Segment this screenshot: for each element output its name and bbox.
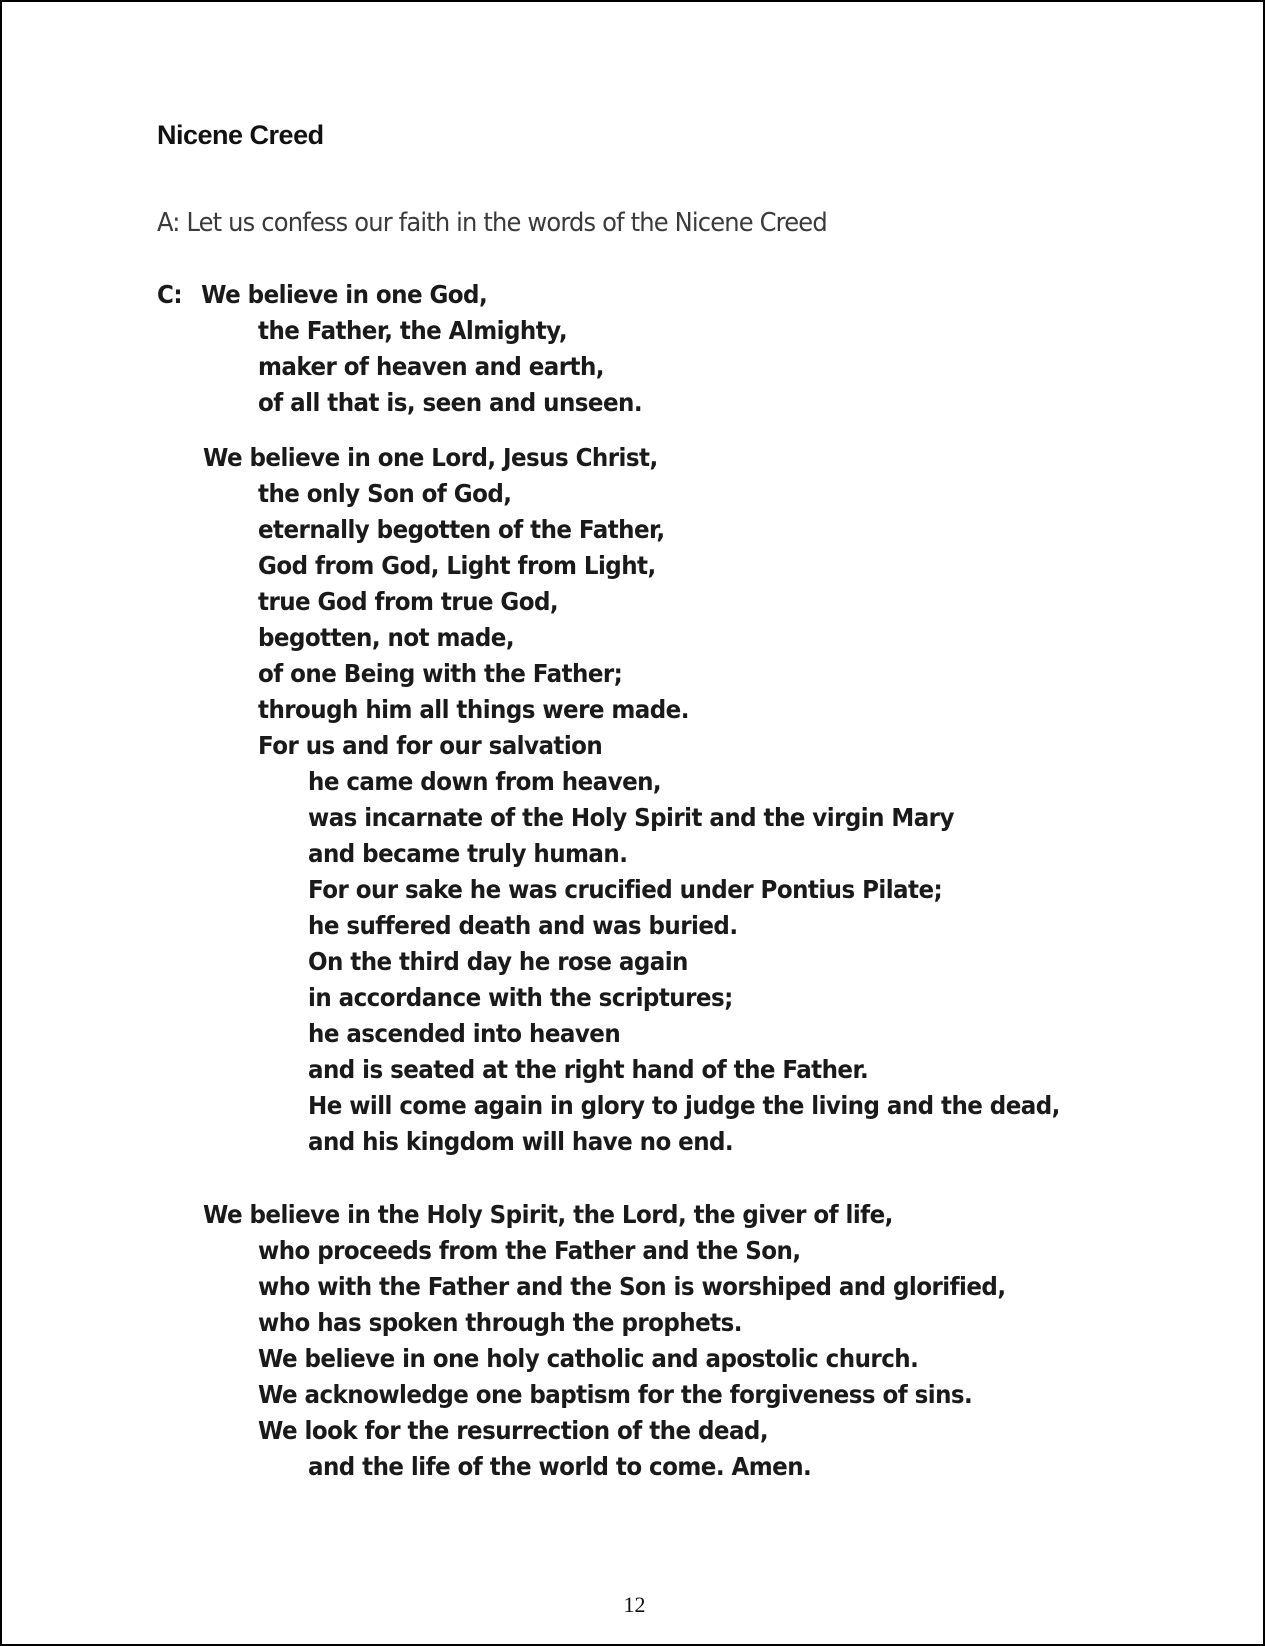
creed-line: We believe in one holy catholic and apostolic church.	[258, 1344, 919, 1373]
creed-line: was incarnate of the Holy Spirit and the virgin Mary	[308, 803, 954, 832]
creed-line: the Father, the Almighty,	[258, 316, 568, 345]
creed-line: who has spoken through the prophets.	[258, 1308, 742, 1337]
creed-line: For our sake he was crucified under Pontius Pilate;	[308, 875, 943, 904]
speaker-label: C:	[157, 280, 182, 309]
creed-line: through him all things were made.	[258, 695, 689, 724]
creed-line: the only Son of God,	[258, 479, 512, 508]
creed-line: he came down from heaven,	[308, 767, 662, 796]
creed-line: in accordance with the scriptures;	[308, 983, 733, 1012]
creed-line: For us and for our salvation	[258, 731, 603, 760]
creed-line: We believe in one Lord, Jesus Christ,	[203, 443, 658, 472]
assisting-minister-line: A: Let us confess our faith in the words of the Nicene Creed	[157, 208, 827, 238]
creed-line-text: We believe in one God,	[201, 280, 488, 309]
creed-line: We look for the resurrection of the dead,	[258, 1416, 769, 1445]
creed-line: On the third day he rose again	[308, 947, 688, 976]
creed-line: who with the Father and the Son is worshiped and glorified,	[258, 1272, 1006, 1301]
creed-line: God from God, Light from Light,	[258, 551, 656, 580]
creed-line: he suffered death and was buried.	[308, 911, 738, 940]
creed-line: of one Being with the Father;	[258, 659, 623, 688]
creed-line: eternally begotten of the Father,	[258, 515, 665, 544]
creed-line: and became truly human.	[308, 839, 628, 868]
creed-line: true God from true God,	[258, 587, 559, 616]
creed-line: and his kingdom will have no end.	[308, 1127, 734, 1156]
creed-line: We believe in the Holy Spirit, the Lord, the giver of life,	[203, 1200, 893, 1229]
creed-line: maker of heaven and earth,	[258, 352, 604, 381]
creed-line: We acknowledge one baptism for the forgiveness of sins.	[258, 1380, 973, 1409]
creed-line	[157, 277, 487, 313]
creed-line: and is seated at the right hand of the Father.	[308, 1055, 869, 1084]
page-title: Nicene Creed	[157, 120, 324, 150]
creed-line: he ascended into heaven	[308, 1019, 621, 1048]
creed-line: begotten, not made,	[258, 623, 515, 652]
creed-line: He will come again in glory to judge the living and the dead,	[308, 1091, 1060, 1120]
page-number: 12	[623, 1592, 646, 1617]
creed-line: who proceeds from the Father and the Son,	[258, 1236, 801, 1265]
creed-line: of all that is, seen and unseen.	[258, 388, 643, 417]
creed-line: and the life of the world to come. Amen.	[308, 1452, 812, 1481]
